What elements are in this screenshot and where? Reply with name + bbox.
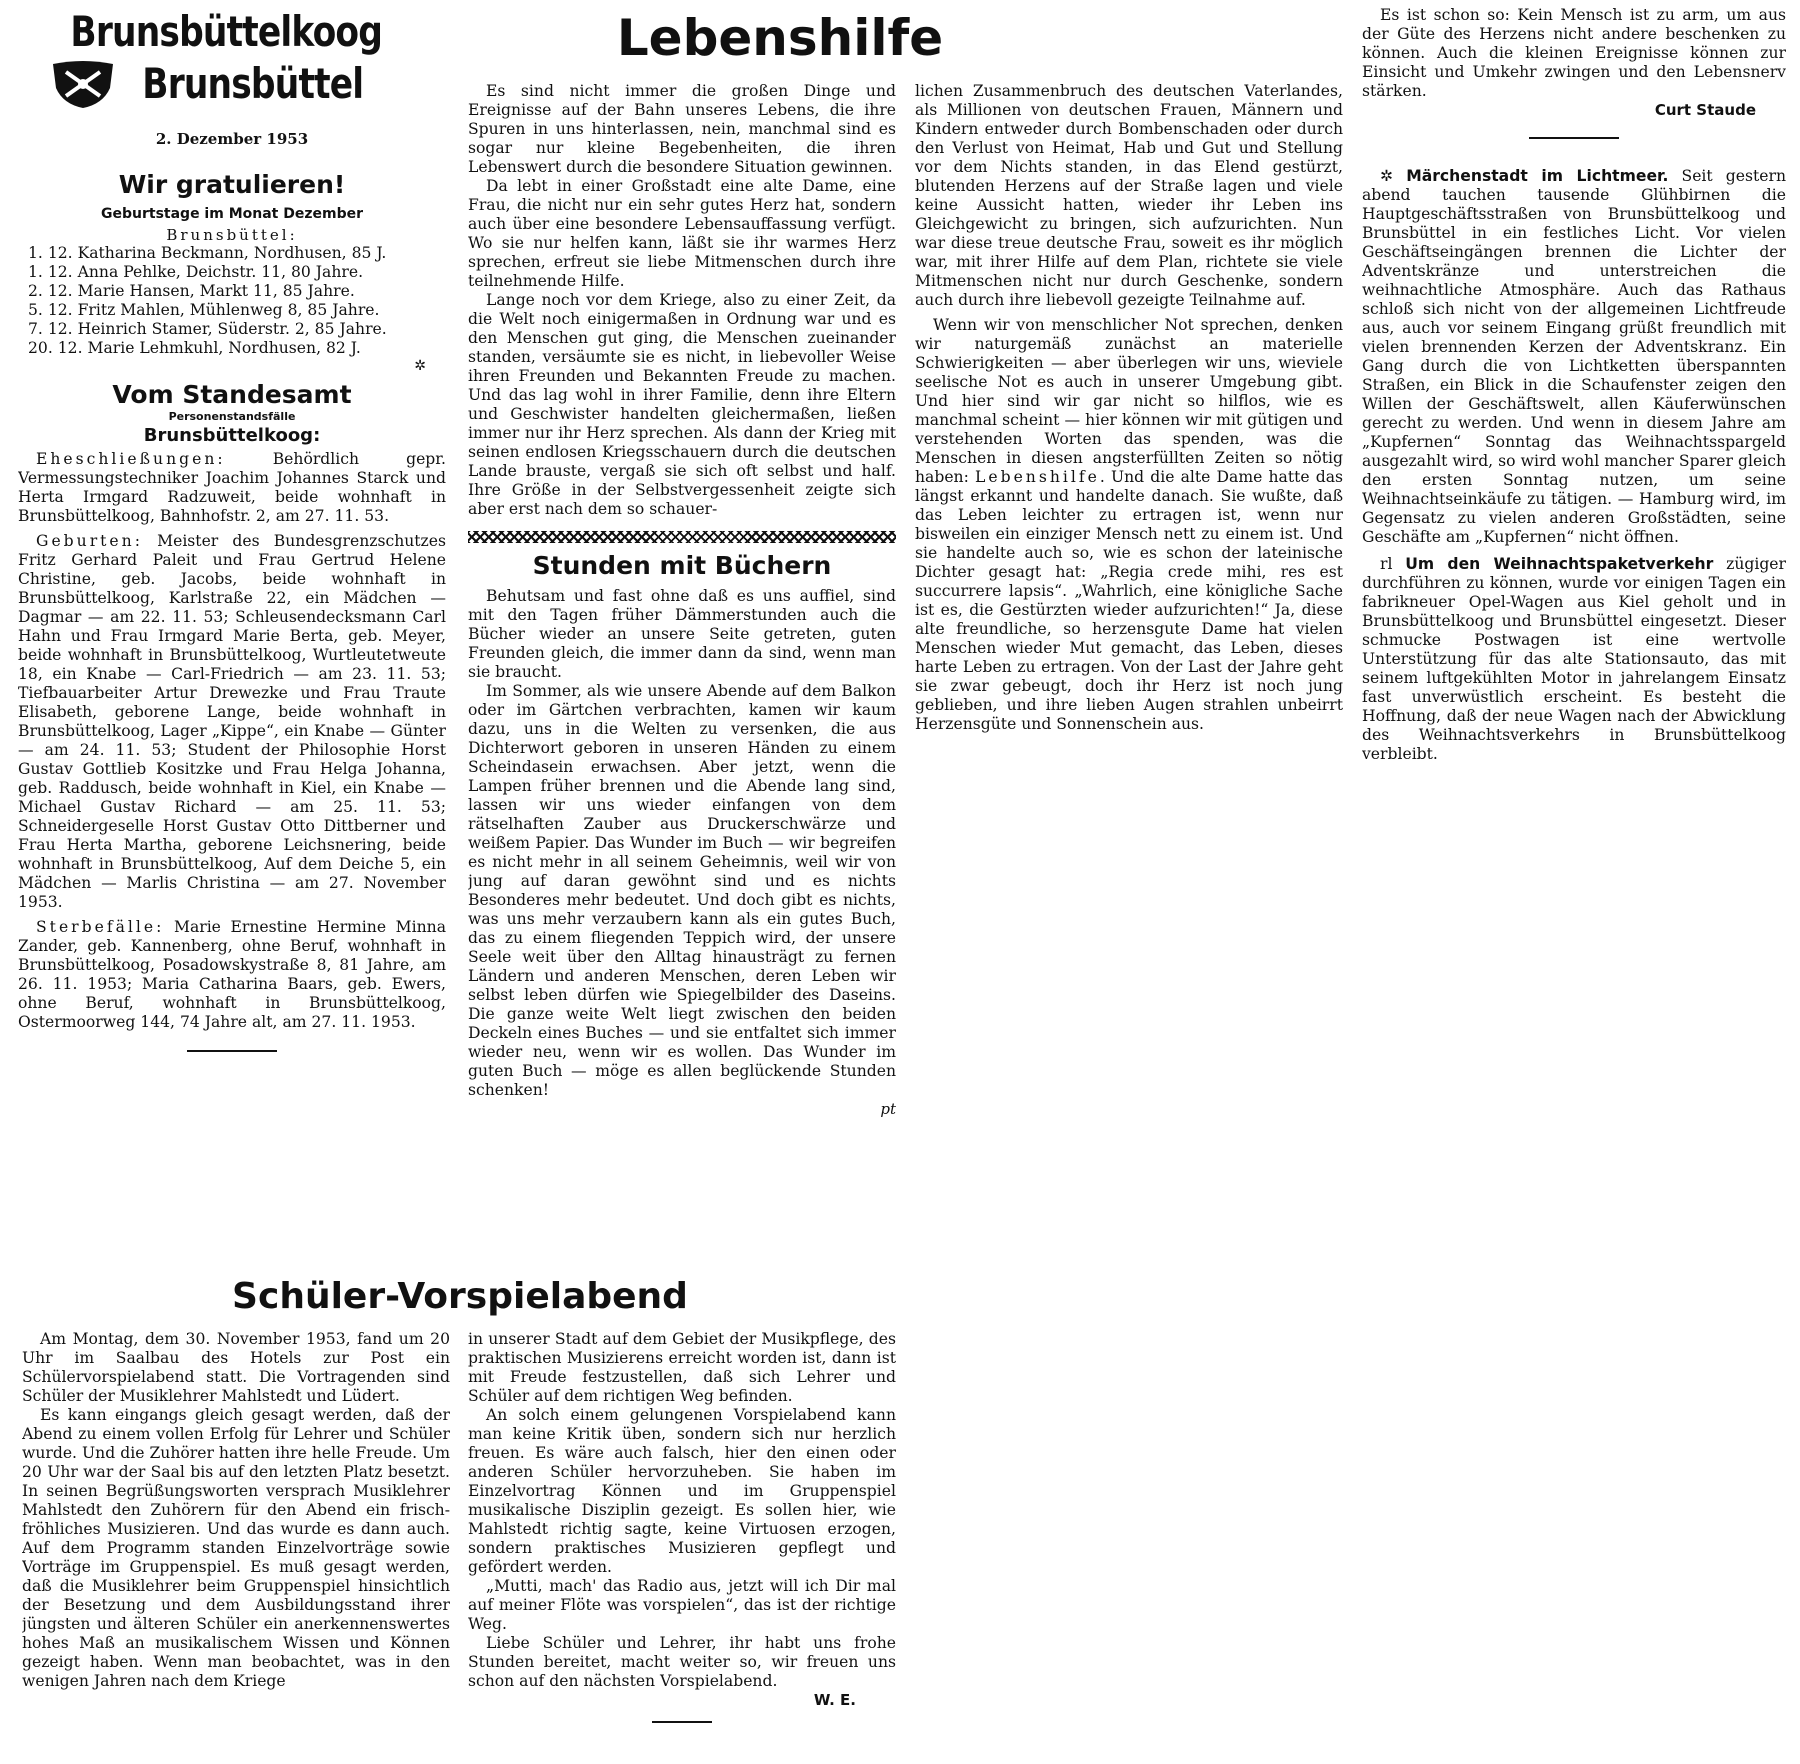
vorspiel-author: W. E.	[813, 1691, 856, 1709]
lebenshilfe-author: Curt Staude	[1654, 101, 1756, 119]
vorspiel-column-left	[22, 1330, 450, 1764]
list-item: 7. 12. Heinrich Stamer, Süderstr. 2, 85 Jahre.	[28, 320, 387, 338]
paket-prefix: rl	[1380, 555, 1393, 573]
births-paragraph: Geburten: Meister des Bundesgrenzschutzes Fritz Gerhard Paleit und Frau Gertrud Helene Christine, geb. Jacobs, beide wohnhaft in Brunsbüttelkoog, Karlstraße 22, ein Mädchen — Dagmar — am 22. 11. 53; Schleusendecksmann Carl Hahn und Frau Irmgard Marie Berta, geb. Meyer, beide wohnhaft in Brunsbüttelkoog, Wurtleutetweute 18, ein Knabe — Carl-Friedrich — am 23. 11. 53; Tiefbauarbeiter Artur Drewezke und Frau Traute Elisabeth, geborene Lange, beide wohnhaft in Brunsbüttelkoog, Lager „Kippe“, ein Knabe — Günter — am 24. 11. 53; Student der Philosophie Horst Gustav Gottlieb Kositzke und Frau Helga Johanna, geb. Raddusch, beide wohnhaft in Kiel, ein Knabe — Michael Gustav Richard — am 25. 11. 53; Schneidergeselle Horst Gustav Otto Dittberner und Frau Herta Martha, geborene Leichsnering, beide wohnhaft in Brunsbüttelkoog, Auf dem Deiche 5, ein Mädchen — Marlis Christina — am 27. November 1953.	[18, 532, 446, 911]
masthead-line2: Brunsbüttel	[142, 59, 364, 108]
masthead-line1: Brunsbüttelkoog	[70, 7, 383, 56]
vorspiel-paragraph: Am Montag, dem 30. November 1953, fand um 20 Uhr im Saalbau des Hotels zur Post ein Schülervorspielabend statt. Die Vortragenden sind Schüler der Musiklehrer Mahlstedt und Lüdert.	[22, 1330, 450, 1405]
marriages-paragraph: Eheschließungen: Behördlich gepr. Vermessungstechniker Joachim Johannes Starck und Herta Irmgard Radzuweit, beide wohnhaft in Brunsbüttelkoog, Bahnhofstr. 2, am 27. 11. 53.	[18, 450, 446, 525]
birthday-list	[28, 244, 446, 358]
vorspiel-paragraph: An solch einem gelungenen Vorspielabend kann man keine Kritik üben, sondern sich nur herzlich freuen. Es wäre auch falsch, hier den einen oder anderen Schüler hervorzuheben. Sie haben im Einzelvortrag Können und im Gruppenspiel musikalische Disziplin gezeigt. Es sollen hier, wie Mahlstedt richtig sagte, keine Virtuosen erzogen, sondern praktisches Musizieren gepflegt und gefördert werden.	[468, 1406, 896, 1576]
list-item: 20. 12. Marie Lehmkuhl, Nordhusen, 82 J.	[28, 339, 361, 357]
maerchen-paragraph: ✲ Märchenstadt im Lichtmeer. Seit gestern abend tauchen tausende Glühbirnen die Hauptgeschäftsstraßen von Brunsbüttelkoog und Brunsbüttel in ein festliches Licht. Vor vielen Geschäftseingängen brennen die Lichter der Adventskränze und unterstreichen die weihnachtliche Atmosphäre. Auch das Rathaus schloß sich nicht von der allgemeinen Lichtfreude aus, auch vor seinem Eingang grüßt freundlich mit vielen brennenden Kerzen der Adventskranz. Ein Gang durch die von Lichtketten überspannten Straßen, ein Blick in die Schaufenster zeigen den Willen der Geschäftswelt, allen Käuferwünschen gerecht zu werden. Und wenn in diesem Jahre am „Kupfernen“ Sonntag das Weihnachtsspargeld ausgezahlt wird, so wird wohl mancher Sparer gleich den ersten Sonntag nutzen, um seine Weihnachtseinkäufe zu tätigen. — Hamburg wird, im Gegensatz zu vielen anderen Großstädten, seine Geschäfte am „Kupfernen“ nicht öffnen.	[1362, 167, 1786, 546]
column-middle	[468, 82, 896, 1257]
vorspiel-paragraph: Liebe Schüler und Lehrer, ihr habt uns frohe Stunden bereitet, macht weiter so, wir freuen uns schon auf den nächsten Vorspielabend.	[468, 1634, 896, 1690]
ornamental-divider	[468, 531, 896, 543]
lebenshilfe-paragraph: lichen Zusammenbruch des deutschen Vaterlandes, als Millionen von deutschen Frauen, Männern und Kindern entweder durch Bombenschaden oder durch den Verlust von Heimat, Hab und Gut und Stellung vor dem Nichts standen, in das Elend gestürzt, blutenden Herzens auf der Straße lagen und viele keine Aussicht hatten, wieder ihr Leben ins Gleichgewicht zu bringen, sich aufzurichten. Nun war diese treue deutsche Frau, soweit es ihr möglich war, mit ihrer Hilfe auf dem Plan, richtete sie viele Mitmenschen nicht nur durch Geschenke, sondern auch durch ihre liebevoll gezeigte Teilnahme auf.	[915, 82, 1343, 309]
list-item: 1. 12. Anna Pehlke, Deichstr. 11, 80 Jahre.	[28, 263, 364, 281]
vorspiel-title: Schüler-Vorspielabend	[232, 1276, 688, 1317]
maerchen-title: Märchenstadt im Lichtmeer.	[1406, 167, 1669, 185]
deaths-label: Sterbefälle:	[36, 918, 165, 936]
buecher-author: pt	[880, 1100, 896, 1118]
standesamt-title: Vom Standesamt	[112, 380, 352, 409]
buecher-paragraph: Im Sommer, als wie unsere Abende auf dem Balkon oder im Gärtchen verbrachten, kamen wir kaum dazu, uns in die Welten zu versenken, die aus Dichterwort geboren in unseren Händen zu einem Scheindasein erwachsen. Aber jetzt, wenn die Lampen früher brennen und die Abende lang sind, lassen wir uns wieder einfangen von dem rätselhaften Zauber aus Druckerschwärze und weißem Papier. Das Wunder im Buch — wir begreifen es nicht mehr in all seinem Geheimnis, weil wir von jung auf daran gewöhnt sind und es nichts Besonderes mehr bedeutet. Und doch gibt es nichts, was uns mehr verzaubern kann als ein gutes Buch, das zu einem fliegenden Teppich wird, der unsere Seele weit über den Alltag hinausträgt zu fernen Ländern und anderen Menschen, deren Leben wir selbst leben dürfen wie Spiegelbilder des Daseins. Die ganze weite Welt liegt zwischen den beiden Deckeln eines Buches — und sie entfaltet sich immer wieder neu, wenn wir es wollen. Das Wunder im guten Buch — möge es allen beglückende Stunden schenken!	[468, 682, 896, 1099]
column-right	[1362, 6, 1786, 906]
standesamt-subtitle: Personenstandsfälle	[168, 410, 296, 423]
lebenshilfe-paragraph: Es sind nicht immer die großen Dinge und Ereignisse auf der Bahn unseres Lebens, die ihre Spuren in uns hinterlassen, nein, manchmal sind es sogar nur kleine Begebenheiten, die ihren Lebenswert durch die besondere Situation gewinnen.	[468, 82, 896, 176]
list-item: 5. 12. Fritz Mahlen, Mühlenweg 8, 85 Jahre.	[28, 301, 380, 319]
gratulieren-subtitle: Geburtstage im Monat Dezember	[101, 206, 363, 222]
marriages-label: Eheschließungen:	[36, 450, 226, 468]
vorspiel-paragraph: Es kann eingangs gleich gesagt werden, daß der Abend zu einem vollen Erfolg für Lehrer und Schüler wurde. Und die Zuhörer hatten ihre helle Freude. Um 20 Uhr war der Saal bis auf den letzten Platz besetzt. In seinen Begrüßungsworten versprach Musiklehrer Mahlstedt den Zuhörern für den Abend ein frisch-fröhliches Musizieren. Und das wurde es dann auch. Auf dem Programm standen Einzelvorträge sowie Vorträge im Gruppenspiel. Es muß gesagt werden, daß die Musiklehrer beim Gruppenspiel hinsichtlich der Besetzung und dem Ausbildungsstand ihrer jüngsten und älteren Schüler ein anerkennenswertes hohes Maß an musikalischem Wissen und Können gezeigt haben. Wenn man beobachtet, was in den wenigen Jahren nach dem Kriege	[22, 1406, 450, 1690]
gratulieren-title: Wir gratulieren!	[118, 170, 346, 199]
column-left	[18, 6, 446, 1246]
births-label: Geburten:	[36, 532, 143, 550]
list-item: 1. 12. Katharina Beckmann, Nordhusen, 85 J.	[28, 244, 387, 262]
standesamt-place: Brunsbüttelkoog:	[143, 425, 321, 446]
deaths-paragraph: Sterbefälle: Marie Ernestine Hermine Minna Zander, geb. Kannenberg, ohne Beruf, wohnhaft in Brunsbüttelkoog, Posadowskystraße 8, 81 Jahre, am 26. 11. 1953; Maria Catharina Baars, geb. Ewers, ohne Beruf, wohnhaft in Brunsbüttelkoog, Ostermoorweg 144, 74 Jahre alt, am 27. 11. 1953.	[18, 918, 446, 1031]
lebenshilfe-paragraph: Es ist schon so: Kein Mensch ist zu arm, um aus der Güte des Herzens nicht andere beschenken zu können. Auch die kleinen Ereignisse können zur Einsicht und Umkehr zwingen und den Lebensnerv stärken.	[1362, 6, 1786, 100]
vorspiel-paragraph: „Mutti, mach' das Radio aus, jetzt will ich Dir mal auf meiner Flöte was vorspielen“, das ist der richtige Weg.	[468, 1577, 896, 1633]
divider	[187, 1050, 277, 1052]
lebenshilfe-paragraph: Lange noch vor dem Kriege, also zu einer Zeit, da die Welt noch einigermaßen in Ordnung war und es den Menschen gut ging, die Menschen zueinander standen, versäumte sie es nicht, in liebevoller Weise ihren Freunden und Bekannten Freude zu machen. Und das lag wohl in ihrer Familie, denn ihre Eltern und Geschwister handelten gleichermaßen, ließen immer nur ihr Herz sprechen. Als dann der Krieg mit seinen endlosen Kriegsschauern durch die deutschen Lande brauste, vergaß sie sich oft selbst und half. Ihre Größe in der Selbstvergessenheit zeigte sich aber erst nach dem so schauer-	[468, 291, 896, 518]
lebenshilfe-keyword: Lebenshilfe	[975, 468, 1100, 486]
issue-date: 2. Dezember 1953	[155, 130, 309, 148]
star-icon: ✲	[1380, 167, 1394, 185]
gratulieren-place: Brunsbüttel:	[166, 226, 298, 244]
lebenshilfe-paragraph: Da lebt in einer Großstadt eine alte Dame, eine Frau, die nicht nur ein sehr gutes Herz hat, sondern auch über eine besondere Lebensauffassung verfügt. Wo sie nur helfen kann, läßt sie ihr warmes Herz sprechen, erfreut sie liebe Mitmenschen durch ihre teilnehmende Hilfe.	[468, 177, 896, 290]
paket-paragraph: rl Um den Weihnachtspaketverkehr zügiger durchführen zu können, wurde vor einigen Tagen ein fabrikneuer Opel-Wagen aus Kiel geholt und in Brunsbüttelkoog und Brunsbüttel eingesetzt. Dieser schmucke Postwagen ist eine wertvolle Unterstützung für das alte Stationsauto, das mit seinem luftgekühlten Motor in jahrelangem Einsatz fast unverwüstlich erscheint. Es besteht die Hoffnung, daß der neue Wagen nach der Abwicklung des Weihnachtsverkehrs in Brunsbüttelkoog verbleibt.	[1362, 555, 1786, 763]
vorspiel-column-right	[468, 1330, 896, 1764]
lebenshilfe-title: Lebenshilfe	[616, 9, 944, 67]
divider	[652, 1721, 712, 1723]
paket-title: Um den Weihnachtspaketverkehr	[1405, 555, 1714, 573]
crest-icon	[48, 58, 118, 110]
buecher-title: Stunden mit Büchern	[532, 551, 832, 580]
star-icon: ✲	[414, 358, 426, 374]
masthead-logo	[38, 6, 398, 110]
vorspiel-paragraph: in unserer Stadt auf dem Gebiet der Musikpflege, des praktischen Musizierens erreicht worden ist, dann ist mit Freude festzustellen, daß sich Lehrer und Schüler auf dem richtigen Weg befinden.	[468, 1330, 896, 1405]
lebenshilfe-paragraph: Wenn wir von menschlicher Not sprechen, denken wir naturgemäß zunächst an materielle Schwierigkeiten — aber überlegen wir uns, wieviele seelische Not es auch in unserer Umgebung gibt. Und hier sind wir gar nicht so hilflos, wie es manchmal scheint — hier können wir mit gütigen und verstehenden Worten das spenden, was die Menschen in diesen angsterfüllten Zeiten so nötig haben: Lebenshilfe. Und die alte Dame hatte das längst erkannt und handelte danach. Sie wußte, daß das Leben leichter zu ertragen ist, wenn nur bisweilen ein einziger Mensch nett zu einem ist. Und sie handelte auch so, wie es schon der lateinische Dichter gesagt hat: „Regia crede mihi, res est succurrere lapsis“. „Wahrlich, eine königliche Sache ist es, die Gestürzten wieder aufzurichten!“ Ja, diese alte freundliche, so herzensgute Dame hat vielen Menschen wieder Mut gemacht, das Leben, dieses harte Leben zu ertragen. Von der Last der Jahre geht sie zwar gebeugt, doch ihr Herz ist noch jung geblieben, und ihre lieben Augen strahlen unbeirrt Herzensgüte und Sonnenschein aus.	[915, 316, 1343, 733]
buecher-paragraph: Behutsam und fast ohne daß es uns auffiel, sind mit den Tagen früher Dämmerstunden auch die Bücher wieder an unsere Seite getreten, guten Freunden gleich, die immer dann da sind, wenn man sie braucht.	[468, 587, 896, 681]
column-right-middle	[915, 82, 1343, 862]
list-item: 2. 12. Marie Hansen, Markt 11, 85 Jahre.	[28, 282, 355, 300]
divider	[1529, 137, 1619, 139]
